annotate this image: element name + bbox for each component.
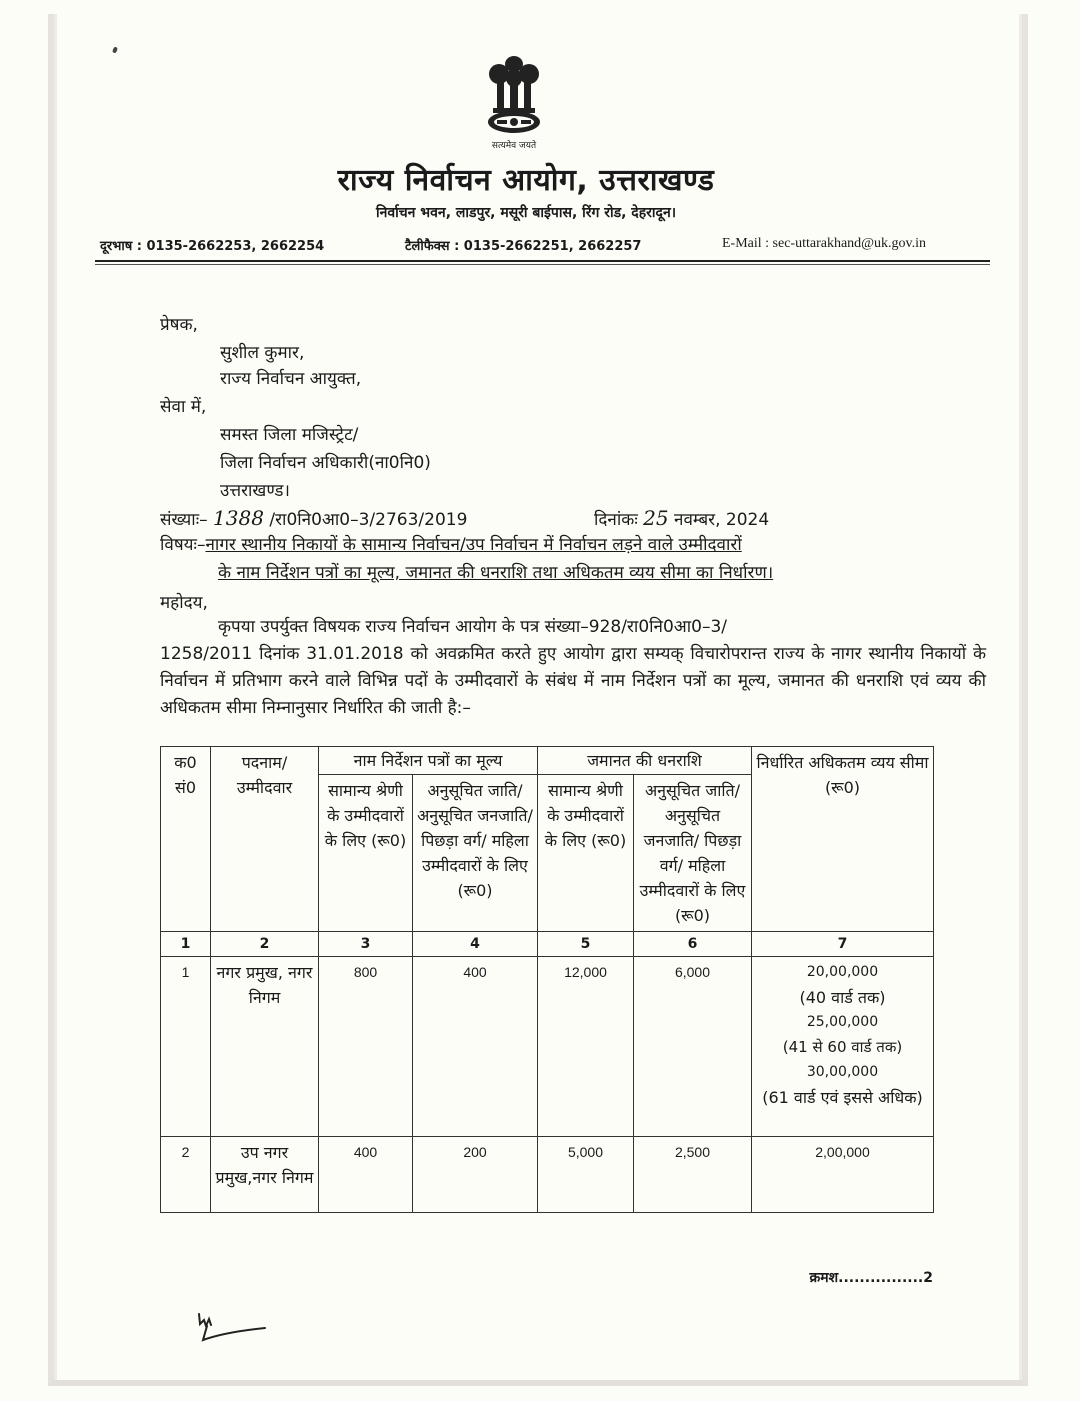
header-post: पदनाम/ उम्मीदवार (211, 747, 319, 932)
expense-note: (41 से 60 वार्ड तक) (782, 1038, 903, 1056)
row-post: नगर प्रमुख, नगर निगम (211, 957, 319, 1137)
row-deposit-reserved: 2,500 (634, 1137, 752, 1213)
header-nomination-reserved: अनुसूचित जाति/ अनुसूचित जनजाति/ पिछड़ा वर्ग/ महिला उम्मीदवारों के लिए (रू0) (413, 775, 538, 932)
expense-amount: 30,00,000 (806, 1064, 879, 1080)
email-address: E-Mail : sec-uttarakhand@uk.gov.in (722, 236, 927, 251)
organization-address: निर्वाचन भवन, लाडपुर, मसूरी बाईपास, रिंग रोड, देहरादून। (375, 205, 677, 221)
continued-marker: क्रमश................2 (809, 1270, 933, 1286)
sender-name: सुशील कुमार, (220, 343, 305, 363)
national-emblem-icon (483, 52, 545, 136)
body-paragraph-rest: 1258/2011 दिनांक 31.01.2018 को अवक्रमित करते हुए आयोग द्वारा सम्यक् विचारोपरान्त राज्य के नागर स्थानीय निकायों के निर्वाचन में प्रतिभाग करने वाले विभिन्न पदों के उम्मीदवारों के संबंध में नाम निर्देशन पत्रों का मूल्य, जमानत की धनराशि एवं व्यय की अधिकतम सीमा निम्नानुसार निर्धारित की जाती है:– (160, 644, 986, 718)
header-deposit-general: सामान्य श्रेणी के उम्मीदवारों के लिए (रू0) (538, 775, 634, 932)
row-post: उप नगर प्रमुख,नगर निगम (211, 1137, 319, 1213)
row-nomination-general: 800 (319, 957, 413, 1137)
subject-text-1: नागर स्थानीय निकायों के सामान्य निर्वाचन/उप निर्वाचन में निर्वाचन लड़ने वाले उम्मीदवारों (205, 535, 742, 555)
page-edge-left (54, 14, 57, 1380)
expense-note: (40 वार्ड तक) (799, 988, 886, 1007)
column-number: 4 (413, 932, 538, 957)
header-divider-thin (95, 264, 990, 265)
header-expense-limit: निर्धारित अधिकतम व्यय सीमा (रू0) (752, 747, 934, 932)
from-label: प्रेषक, (160, 315, 198, 335)
row-expense-limit: 2,00,000 (752, 1137, 934, 1213)
column-number: 3 (319, 932, 413, 957)
table-row (161, 1137, 934, 1213)
row-deposit-reserved: 6,000 (634, 957, 752, 1137)
date-handwritten-day: 25 (643, 506, 669, 530)
expense-amount: 25,00,000 (806, 1014, 879, 1030)
column-number: 2 (211, 932, 319, 957)
recipient-line-1: समस्त जिला मजिस्ट्रेट/ (220, 425, 359, 445)
expense-amount: 20,00,000 (806, 964, 879, 980)
reference-handwritten-number: 1388 (213, 506, 264, 530)
phone-number: दूरभाष : 0135-2662253, 2662254 (100, 239, 325, 254)
row-nomination-reserved: 200 (413, 1137, 538, 1213)
emblem-motto: सत्यमेव जयते (491, 141, 537, 151)
salutation: महोदय, (160, 593, 208, 613)
body-paragraph (160, 614, 986, 722)
header-nomination-general: सामान्य श्रेणी के उम्मीदवारों के लिए (रू0) (319, 775, 413, 932)
letter-date (594, 506, 769, 530)
reference-suffix: /रा0नि0आ0–3/2763/2019 (269, 510, 468, 530)
signature-mark (195, 1310, 275, 1350)
subject-label: विषयः– (160, 535, 206, 555)
row-serial: 1 (161, 957, 211, 1137)
recipient-line-3: उत्तराखण्ड। (220, 481, 290, 501)
subject-text-2: के नाम निर्देशन पत्रों का मूल्य, जमानत की धनराशि तथा अधिकतम व्यय सीमा का निर्धारण। (218, 563, 774, 583)
table-row (161, 957, 934, 1137)
header-nomination-fee: नाम निर्देशन पत्रों का मूल्य (319, 747, 538, 775)
row-serial: 2 (161, 1137, 211, 1213)
subject-line-1 (160, 532, 742, 555)
header-security-deposit: जमानत की धनराशि (538, 747, 752, 775)
header-serial: क0 सं0 (161, 747, 211, 932)
row-deposit-general: 5,000 (538, 1137, 634, 1213)
row-nomination-general: 400 (319, 1137, 413, 1213)
reference-number (160, 506, 467, 530)
column-number: 1 (161, 932, 211, 957)
header-divider (95, 260, 990, 262)
page-edge-right (1019, 14, 1022, 1380)
table-header-row-1 (161, 747, 934, 775)
recipient-line-2: जिला निर्वाचन अधिकारी(ना0नि0) (220, 453, 431, 473)
column-number: 6 (634, 932, 752, 957)
sender-designation: राज्य निर्वाचन आयुक्त, (220, 369, 362, 389)
column-number: 7 (752, 932, 934, 957)
date-month-year: नवम्बर, 2024 (674, 510, 770, 530)
column-number: 5 (538, 932, 634, 957)
column-number-row (161, 932, 934, 957)
date-label: दिनांकः (594, 510, 638, 530)
row-nomination-reserved: 400 (413, 957, 538, 1137)
reference-prefix: संख्याः– (160, 510, 208, 530)
to-label: सेवा में, (160, 397, 207, 417)
fax-number: टैलीफैक्स : 0135-2662251, 2662257 (405, 239, 642, 254)
expense-note: (61 वार्ड एवं इससे अधिक) (762, 1088, 923, 1107)
body-paragraph-first-line: कृपया उपर्युक्त विषयक राज्य निर्वाचन आयोग के पत्र संख्या–928/रा0नि0आ0–3/ (218, 617, 728, 637)
header-deposit-reserved: अनुसूचित जाति/ अनुसूचित जनजाति/ पिछड़ा वर्ग/ महिला उम्मीदवारों के लिए (रू0) (634, 775, 752, 932)
row-deposit-general: 12,000 (538, 957, 634, 1137)
row-expense-limits (752, 957, 934, 1137)
fees-table (160, 746, 934, 1213)
organization-title: राज्य निर्वाचन आयोग, उत्तराखण्ड (337, 163, 715, 198)
subject-line-2 (218, 560, 773, 583)
